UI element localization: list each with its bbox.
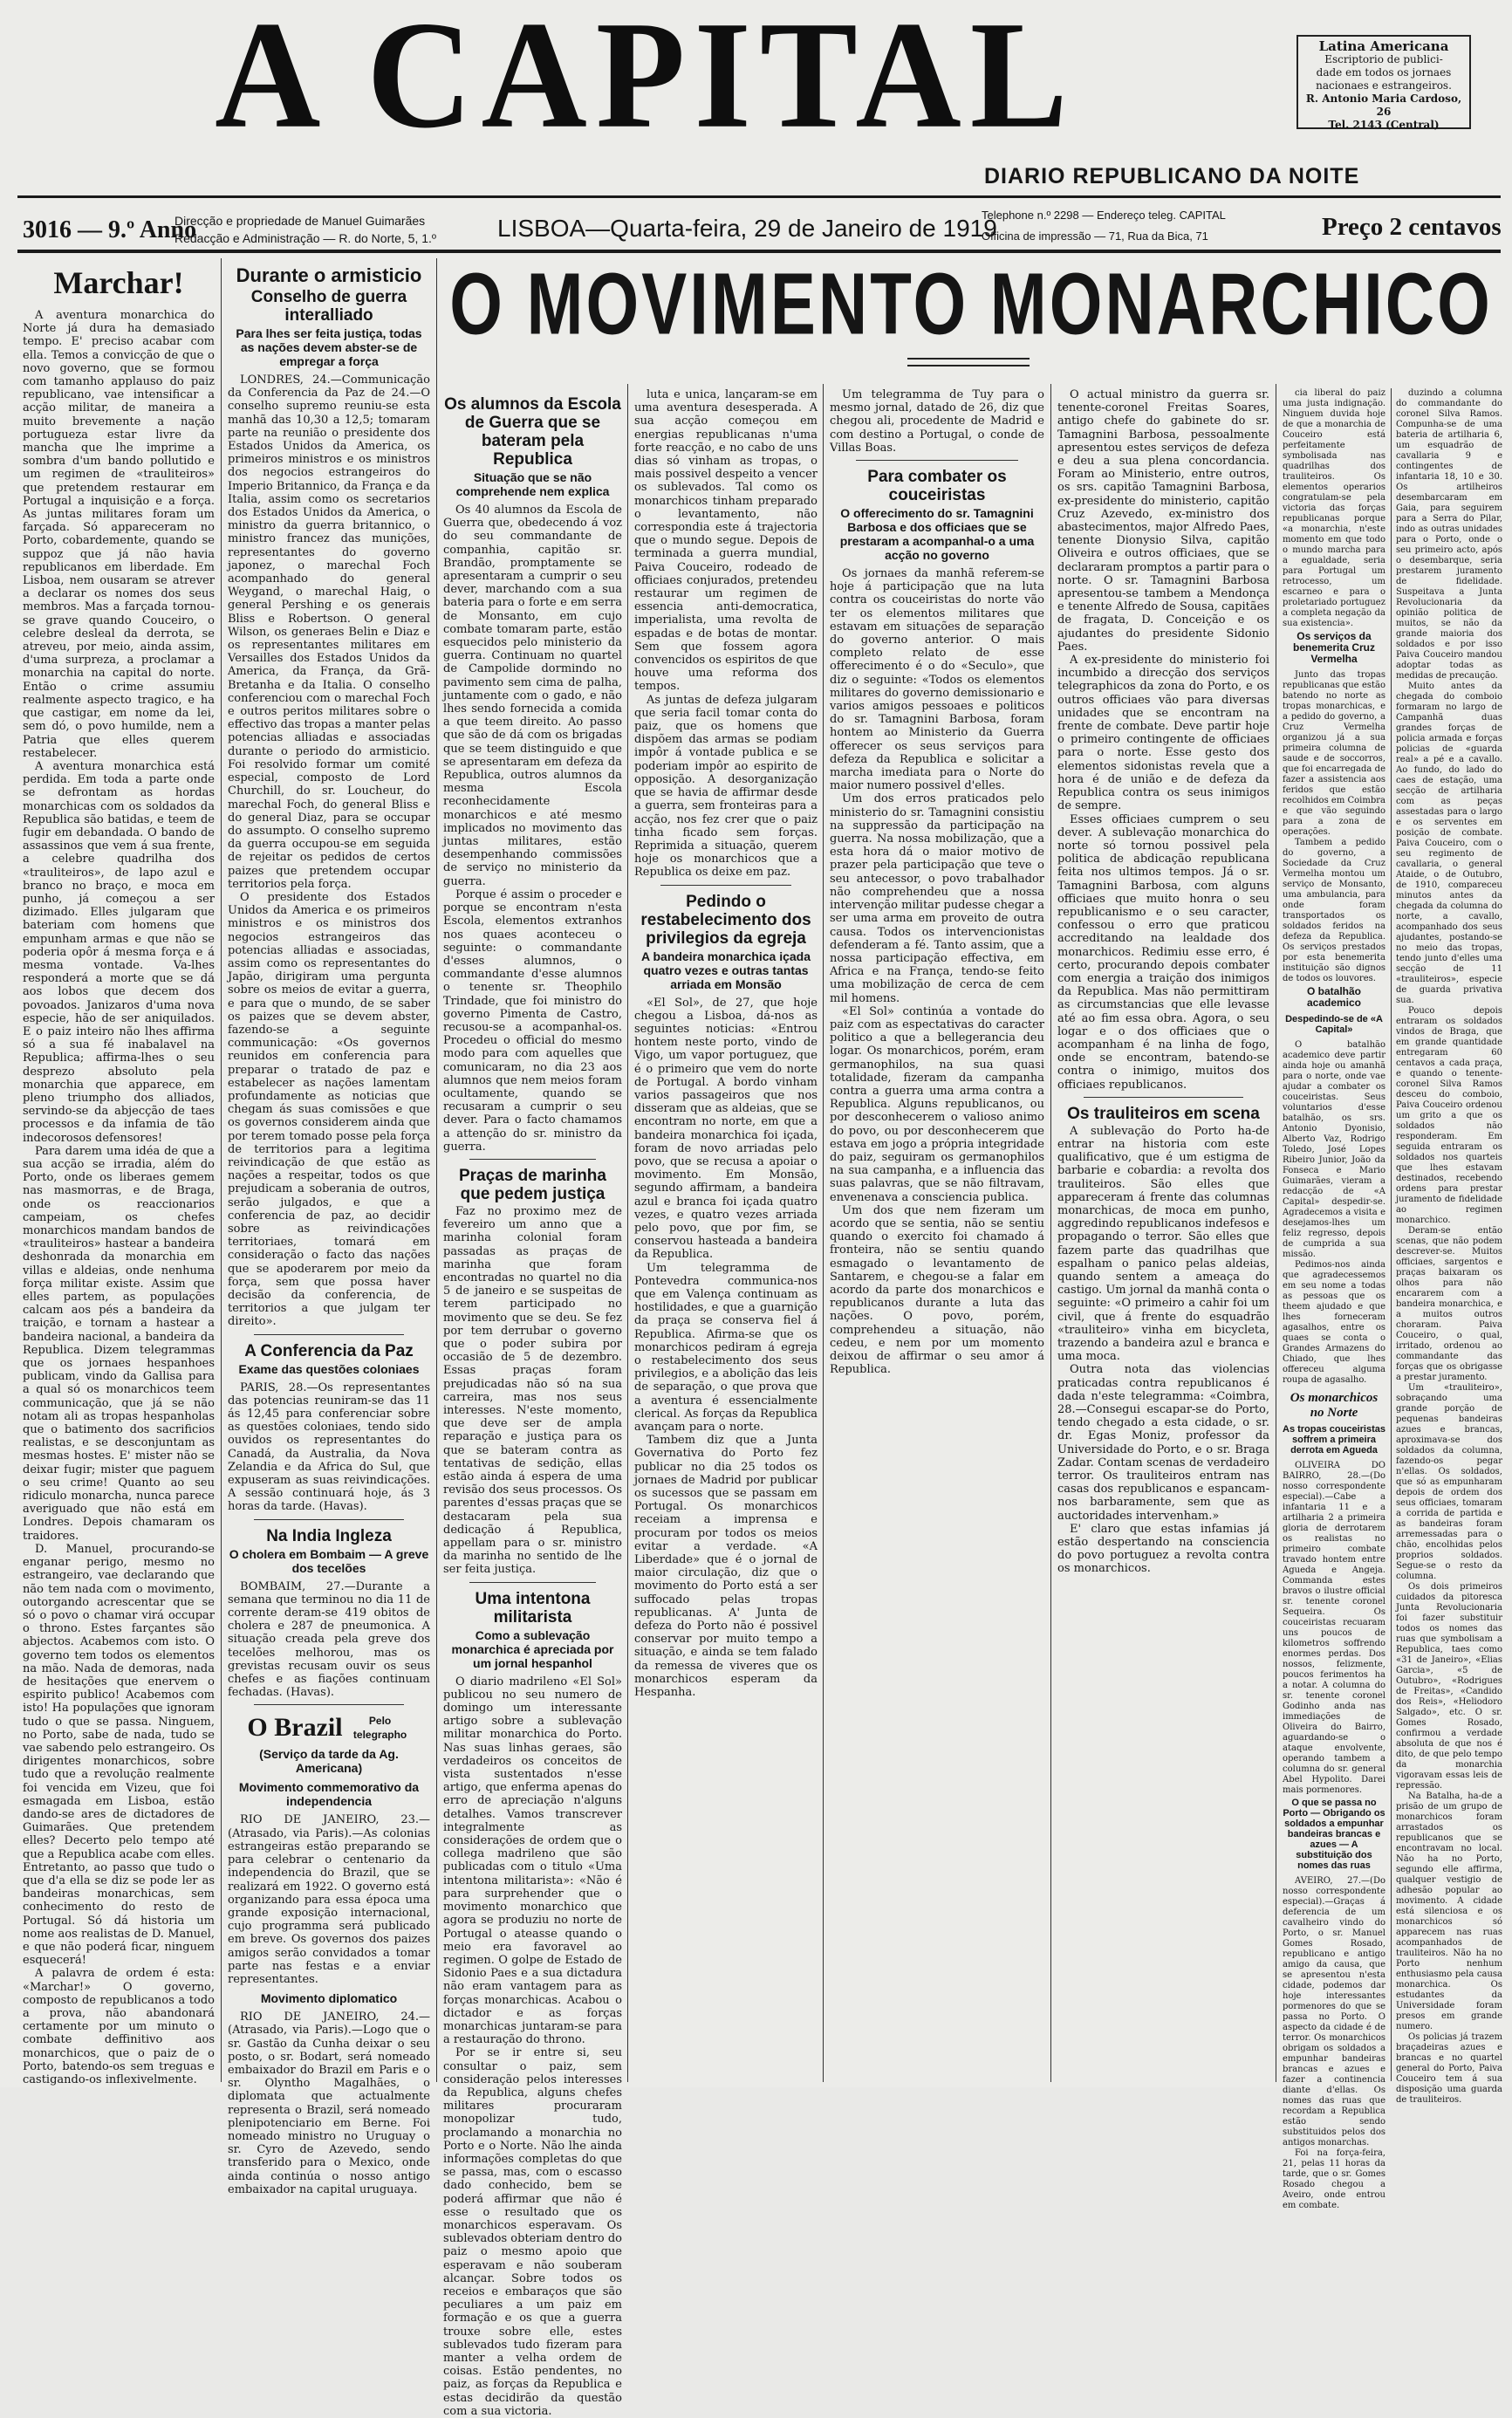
column-8	[1396, 388, 1502, 2105]
article-title: O Brazil	[247, 1713, 343, 1743]
separator	[469, 1582, 596, 1583]
article-subtitle: Movimento commemorativo da independencia	[238, 1780, 420, 1809]
column-rule	[221, 258, 222, 2082]
column-rule	[627, 384, 628, 2082]
article-text: O actual ministro da guerra sr. tenente-coronel Freitas Soares, antigo chefe do gabinete do sr. Tamagnini Barbosa, pessoalmente apresentou estes serviços de defeza e deu a sua plena concordancia. Foram ao Ministerio, entre outros, os srs. capitão Tamagnini Barbosa, ex-presidente do ministerio, capitão Cruz Azevedo, ex-ministro dos abastecimentos, major Alfredo Paes, tenente Dionysio Silva, capitão Oliveira e outros officiaes, que se declararam promptos a partir para o norte. O sr. Tamagnini Barbosa apresentou-se tambem a Mendonça e tenente Alfredo de Sousa, capitães de fragata, D. Conceição e os ajudantes do presidente Sidonio Paes.	[1057, 388, 1269, 654]
article-text: Um dos que nem fizeram um acordo que se sentia, não se sentiu quando o exercito foi chamado á fronteira, não se sentiu quando esmagado o levantamento de Santarem, e chegou-se a falar em acordo da parte dos monarchicos e republicanos durante a luta das nações. O povo, porém, comprehendeu a situação, não cedeu, e nem por um momento deixou de affirmar o seu amor á Republica.	[830, 1203, 1044, 1377]
article-text: OLIVEIRA DO BAIRRO, 28.—(Do nosso correspondente especial).—Cabe a infantaria 11 e a artilharia 2 a primeira gloria de derrotarem os realistas no primeiro combate travado hontem entre Agueda e Angeja. Commanda estes bravos o ilustre official sr. tenente coronel Sequeira. Os couceiristas recuaram uns poucos de kilometros soffrendo enormes perdas. Dos nossos, felizmente, poucos ferimentos ha a notar. A columna do sr. tenente coronel Godinho anda nas immediações de Oliveira do Bairro, aguardando-se o ataque envolvente, operando tambem a columna do sr. general Abel Hypolito. Darei mais pormenores.	[1283, 1461, 1385, 1795]
article-text: Outra nota das violencias praticadas contra republicanos é dada n'este telegramma: «Coimbra, 28.—Consegui escapar-se do Porto, tendo chegado a esta cidade, o sr. dr. Egas Moniz, professor da Universidade do Porto, e o sr. Braga Zadar. Contam scenas de verdadeiro terror. Os trauliteiros entram nas casas dos republicanos e espancam-nos barbaramente, sem que as auctoridades intervenham.»	[1057, 1363, 1269, 1523]
direction-line: Direcção e propriedade de Manuel Guimarães	[174, 214, 426, 228]
article-title: Os monarchicos no Norte	[1290, 1391, 1379, 1420]
article-subtitle: Exame das questões coloniaes	[238, 1361, 420, 1376]
separator	[469, 1159, 596, 1160]
ad-line: nacionaes e estrangeiros.	[1316, 79, 1452, 92]
telephone-line: Telephone n.º 2298 — Endereço teleg. CAPITAL	[982, 209, 1226, 222]
article-text: As juntas de defeza julgaram que seria facil tomar conta do paiz, que os homens que dispõem das armas se podiam impôr á vontade publica e se poderiam impôr ao espirito de opposição. A desorganização que se havia de affirmar desde a guerra, sem fronteiras para a acção, nos fez crer que o paiz tinha ficado sem forças. Reprimida a situação, querem hoje os monarchicos que a Republica os deixe em paz.	[634, 693, 818, 880]
ad-line: Tel. 2143 (Central)	[1328, 119, 1440, 131]
column-6	[1057, 388, 1269, 2081]
column-3	[443, 388, 622, 2418]
price: Preço 2 centavos	[1322, 213, 1502, 241]
separator	[1084, 1097, 1243, 1098]
article-text: luta e unica, lançaram-se em uma aventura desesperada. A sua acção começou em energias republicanas n'uma forte reacção, e no cabo de uns dias só vinham as tropas, o mais possivel despeito a vencer os sublevados. Tal como os monarchicos tinham preparado o levantamento, não correspondia este á trajectoria que o mundo segue. Depois de terminada a guerra mundial, Paiva Couceiro, rodeado de officiaes conjurados, pretendeu restaurar um regimen de essencia anti-democratica, imperialista, uma revolta de espadas e de botas de montar. Sem que fossem agora convencidos os espiritos de que houve uma reforma dos tempos.	[634, 388, 818, 694]
article-subtitle: As tropas couceiristas soffrem a primeira derrota em Agueda	[1283, 1424, 1385, 1456]
article-text: A palavra de ordem é esta: «Marchar!» O governo, composto de republicanos a todo a prova, não abandonará certamente por um minuto o combate deffinitivo aos monarchicos, que o paiz de o Porto, batendo-os sem treguas e castigando-os inflexivelmente.	[23, 1967, 215, 2087]
article-text: Tambem a pedido do governo, a Sociedade da Cruz Vermelha montou um serviço de Monsanto, uma ambulancia, para onde foram transportados os soldados feridos na defeza da Republica. Os serviços prestados por esta benemerita instituição são dignos de todos os louvores.	[1283, 838, 1385, 983]
column-5	[830, 388, 1044, 2081]
main-headline: O MOVIMENTO MONARCHICO	[449, 254, 1493, 353]
article-text: Os jornaes da manhã referem-se hoje á participação que na luta contra os couceiristas do norte vão ter os elementos militares que estavam em situações de separação do governo anterior. O mais completo relato de esse offerecimento é o do «Seculo», que diz o seguinte: «Todos os elementos militares do governo demissionario e varios amigos pessoaes e politicos do sr. Tamagnini Barbosa, foram hontem ao Ministerio da Guerra offerecer os seus serviços para defeza da Republica e solicitar a marcha imediata para o Norte do maior numero possivel d'elles.	[830, 567, 1044, 793]
article-text: PARIS, 28.—Os representantes das potencias reuniram-se das 11 ás 12,45 para conferenciar sobre as questões coloniaes, tendo sido ouvidos os representantes do Canadá, da Australia, da Nova Zelandia e da Africa do Sul, que expuseram as suas reivindicações. A sessão continuará hoje, ás 3 horas da tarde. (Havas).	[228, 1380, 430, 1514]
article-title: Os serviços da benemerita Cruz Vermelha	[1292, 630, 1376, 665]
article-text: «El Sol», de 27, que hoje chegou a Lisboa, dá-nos as seguintes noticias: «Entrou hontem neste porto, vindo de Vigo, um vapor portuguez, que é o primeiro que vem do norte de Portugal. A bordo vinham varios passageiros que nos disseram que as aldeias, que se encontram no norte, em que a bandeira monarchica foi içada, foram de novo arriadas pelo povo, que se recusa a apoiar o movimento. Em Monsão, segundo affirmam, a bandeira azul e branca foi içada quatro vezes, e quatro vezes arriada pelo povo, que por fim, se conservou hasteada a bandeira da Republica.	[634, 996, 818, 1262]
article-text: Um dos erros praticados pelo ministerio do sr. Tamagnini consistiu na suppressão da participação na guerra. Na nossa mobilização, que a esta hora dá o maior motivo de prazer pela participação que teve o seu antecessor, o povo trabalhador não comprehendeu que a nossa intervenção militar pudesse chegar a ser uma arma em proveito de outra causa. Todos os intervencionistas defenderam a fé. Tanto assim, que a nossa participação effectiva, em Africa e na França, tendo-se feito uma mobilização de cerca de cem mil homens.	[830, 792, 1044, 1005]
article-text: Na Batalha, ha-de a prisão de um grupo de monarchicos foram arrastados os republicanos que se encontravam no local. Não ha no Porto, segundo elle affirma, qualquer vestigio de adhesão popular ao movimento. A cidade está silenciosa e os monarchicos só apparecem nas ruas acompanhados de trauliteiros. Não ha no Porto nenhum enthusiasmo pela causa monarchica. Os estudantes da Universidade foram presos em grande numero.	[1396, 1791, 1502, 2031]
article-text: Deram-se então scenas, que não podem descrever-se. Muitos officiaes, sargentos e praças baixaram os olhos para não encararem com a bandeira monarchica, e a muitos outros choraram. Paiva Couceiro, o qual, irritado, ordenou ao commandante das forças que os obrigasse a prestar juramento.	[1396, 1226, 1502, 1382]
article-text: A aventura monarchica do Norte já dura ha demasiado tempo. E' preciso acabar com ella. Temos a convicção de que o novo governo, que se formou com tamanho applauso do paiz republicano, vae intensificar a acção militar, de maneira a muito brevemente a nação portugueza estar livre da mancha que lhe imprime a sombra d'um bando pollutido e um regimen de «trauliteiros» que pretendem restaurar em Portugal a inquisição e a força. As juntas militares foram um farçada. Só appareceram no Porto, cobardemente, quando se suppoz que já não havia republicanos em liberdade. Em Lisboa, nem ousaram se atrever a declarar os nomes dos seus membros. Mas a farçada tornou-se grave quando Couceiro, o celebre desleal da derrota, se atreveu, por meio, ainda assim, d'uma surpreza, a proclamar a monarchia na capital do norte. Então o crime assumiu realmente aspecto tragico, e ha que castigar, em nome da lei, sem dó, o povo humilde, nem a Patria que elles querem restabelecer.	[23, 309, 215, 760]
article-text: «El Sol» continúa a vontade do paiz com as espectativas do caracter politico a que a bellegerancia deu logar. Os monarchicos, porém, eram germanophilos, na sua quasi totalidade, fizeram da campanha contra a guerra uma arma contra a Republica. Alguns republicanos, ou por desconhecerem o valioso animo do povo, ou por desconhecerem que estava em jogo a própria integridade do paiz, seguiram os germanophilos na sua campanha, e a influencia das suas palavras, que se não filtravam, envenenava a consciencia publica.	[830, 1004, 1044, 1204]
article-subtitle: O cholera em Bombaim — A greve dos tecelões	[229, 1546, 429, 1575]
article-text: Faz no proximo mez de fevereiro um anno que a marinha colonial foram passadas as praças de marinha que foram encontradas no quartel no dia 5 de janeiro e se suspeitas de terem participado no movimento que se deu. Se fez por tem derrubar o governo que o poder subira por occasião de 5 de dezembro. Essas praças foram prejudicadas não só na sua carreira, mas nos seus interesses. N'este momento, que deve ser de ampla reparação e justiça para os que se bateram contra as tentativas de sedição, ellas estão ainda á espera de uma revisão dos seus processos. Os parentes d'essas praças que se destacaram pela sua dedicação á Republica, appellam para o sr. ministro da marinha no sentido de lhe ser feita justiça.	[443, 1204, 622, 1577]
article-text: E' claro que estas infamias já estão despertando na consciencia do povo portuguez a revolta contra os monarchicos.	[1057, 1522, 1269, 1576]
article-subtitle: Movimento diplomatico	[260, 1991, 398, 2006]
article-subtitle: (Serviço da tarde da Ag. Americana)	[259, 1747, 399, 1776]
article-text: Muito antes da chegada do comboio formaram no largo de Campanhã duas grandes forças de policia armada e forças policias de «guarda real» a pé e a cavallo. Ao fundo, do lado do caes de estação, uma secção de artilharia com as peças assestadas para o largo e os serventes em posição de combate. Paiva Couceiro, com o seu regimento de cavallaria, o general Ataide, o de Outubro, de 1910, compareceu minutos antes da chegada da columna do norte, a cavallo, acompanhado dos seus ajudantes, postando-se no meio das tropas, tendo junto d'elles uma secção de 11 «trauliteiros», especie de guarda privativa sua.	[1396, 682, 1502, 1005]
article-subtitle: O que se passa no Porto — Obrigando os soldados a empunhar bandeiras brancas e azues — A substituição dos nomes das ruas	[1283, 1798, 1385, 1871]
ad-line: dade em todos os jornaes	[1316, 66, 1452, 79]
divider	[17, 195, 1501, 198]
separator	[254, 1704, 404, 1705]
masthead-title: A CAPITAL	[215, 0, 1077, 161]
ad-line: R. Antonio Maria Cardoso, 26	[1305, 92, 1462, 118]
article-text: duzindo a columna do commandante do coronel Silva Ramos. Compunha-se de uma bateria de artilharia 6, um esquadrão de cavallaria 9 e contingentes de infantaria 18, 10 e 30. Os artilheiros desembarcaram em Gaia, para seguirem para a Serra do Pilar, indo as outras unidades para o Porto, onde o seu primeiro acto, após o desembarque, seria prestarem juramento de fidelidade. Suspeitava a Junta Revolucionaria da opinião politica de muitos, se não da grande maioria dos soldados e por isso Paiva Couceiro mandou adoptar todas as medidas de precaução.	[1396, 388, 1502, 681]
direction-info	[174, 212, 436, 247]
article-subtitle: O offerecimento do sr. Tamagnini Barbosa e dos officiaes que se prestaram a acompanhal-o a uma acção no governo	[839, 506, 1035, 563]
separator	[856, 460, 1018, 461]
article-text: Um telegramma de Pontevedra communica-nos que em Valença continuam as hostilidades, e que a guarnição da praça se conserva fiel á Republica. Afirma-se que os monarchicos pediram á egreja o restabelecimento dos seus privilegios, e a abolição das leis de separação, o que prova que a aventura é essencialmente clerical. As forças da Republica avançam para o norte.	[634, 1261, 818, 1435]
article-title: Na India Ingleza	[266, 1526, 392, 1545]
separator	[254, 1334, 404, 1335]
article-text: Junto das tropas republicanas que estão batendo no norte as tropas monarchicas, e a pedido do governo, a Cruz Vermelha organizou já a sua primeira columna de saude e de soccorros, que foi encarregada de fazer a assistencia aos feridos que estão recolhidos em Coimbra e que vão seguindo para a zona de operações.	[1283, 670, 1385, 837]
article-subtitle: Despedindo-se de «A Capital»	[1285, 1014, 1383, 1035]
ad-line: Escriptorio de publici-	[1324, 53, 1443, 65]
article-title: Marchar!	[53, 265, 184, 300]
ornament	[907, 358, 1030, 366]
article-text: D. Manuel, procurando-se enganar perigo, mesmo no estrangeiro, vae declarando que não tem nada com o movimento, outorgando acrescentar que se só o povo o chamar virá occupar o throno. Estes farçantes são abjectos. Acabemos com isto. O governo tem todos os elementos na mão. Nada de demoras, nada de hesitações que enervem o espirito publico! Acabemos com isto! Ha populações que ignoram tudo o que se passa. Ninguem, no Porto, sabe de nada, tudo se vae sabendo pelo estrangeiro. Os dirigentes monarchicos, sobre tudo que a revolução realmente foi vencida em Vizeu, que foi esmagada em Lisboa, estão dando-se ares de dictadores de Guimarães. Que pretendem elles? Decerto pelo tempo até que a Republica acabe com elles. Entretanto, ao passo que tudo o que d'a ella se diz se pode ler as bandeiras monarchicas, sem conhecimento do resto de Portugal. Só dá historia um nome aos realistas de D. Manuel, e que não poderá ficar, ninguem esquecerá!	[23, 1542, 215, 1968]
printing-line: Officina de impressão — 71, Rua da Bica, 71	[982, 229, 1208, 243]
article-title: Praças de marinha que pedem justiça	[459, 1166, 606, 1203]
article-title: O batalhão academico	[1306, 985, 1362, 1009]
column-1	[23, 262, 215, 2087]
article-title: Para combater os couceiristas	[867, 468, 1007, 505]
article-text: A ex-presidente do ministerio foi incumbido a direcção dos serviços telegraphicos da zona do Porto, e os outros officiaes vão para diversas unidades que se encontram na frente de combate. Deve partir hoje o primeiro contingente de officiaes para o norte. Esse gesto dos elementos sidonistas revela que a hora é de união e de defeza da Republica contra os seus inimigos de sempre.	[1057, 654, 1269, 813]
article-text: RIO DE JANEIRO, 23.—(Atrasado, via Paris).—As colonias estrangeiras estão preparando se para celebrar o centenario da independencia do Brazil, que se realizará em 1922. O governo está organizando para essa época uma grande exposição internacional, cujo programma será publicado em breve. Os governos dos paizes amigos serão convidados a tomar parte nas festas e a enviar representantes.	[228, 1813, 430, 1986]
masthead-subtitle: DIARIO REPUBLICANO DA NOITE	[984, 164, 1360, 188]
article-text: Os 40 alumnos da Escola de Guerra que, obedecendo á voz do seu commandante de companhia, capitão sr. Brandão, promptamente se apresentaram a cumprir o seu dever, marchando com a sua bateria para o forte e em serra de Monsanto, em cujo combate tomaram parte, estão esquecidos pelo ministerio da guerra. Continuam no quartel de Campolide dormindo no pavimento sem cima de palha, juntamente com o gado, e não lhes sendo fornecida a comida a que teem direito. Ao passo que são de dá com os brigadas que se teem distinguido e que se apresentaram em defeza da Republica, outros alumnos da mesma Escola reconhecidamente monarchicos e até mesmo implicados no movimento das juntas militares, estão desempenhando commissões de serviço no ministerio da guerra.	[443, 503, 622, 888]
advertisement-box	[1296, 35, 1471, 129]
article-lead: Para lhes ser feita justiça, todas as nações devem abster-se de empregar a força	[236, 326, 422, 368]
article-text: O diario madrileno «El Sol» publicou no seu numero de domingo um interessante artigo sobre a sublevação militar monarchica do Porto. Nas suas linhas geraes, são verdadeiros os conceitos de vista sustentados n'esse artigo, que enferma apenas do erro de apreciação n'alguns detalhes. Vamos transcrever integralmente as considerações de ordem que o collega madrileno que são publicadas com o titulo «Uma intentona militarista»: «Não é para surprehender que o movimento monarchico que agora se produziu no norte de Portugal o ateasse quando o meio era favoravel ao regimen. O golpe de Estado de Sidonio Paes e a sua dictadura não eram vantagem para as forças monarchicas. Acabou o dictador e as forças monarchicas juntaram-se para a restauração do throno.	[443, 1675, 622, 2047]
brazil-header	[228, 1710, 430, 1745]
separator	[660, 885, 791, 886]
article-subtitle: Situação que se não comprehende nem explica	[455, 470, 610, 498]
article-text: Por se ir entre si, seu consultar o paiz, sem consideração pelos interesses da Republica, alguns chefes militares procuraram monopolizar tudo, proclamando a monarchia no Porto e o Norte. Não lhe ainda informações completas do que se passa, mas, com o escasso dado conhecido, bem se poderá affirmar que não é esse o resultado que os monarchicos esperavam. Os sublevados obteriam dentro do paiz o mesmo apoio que esperavam e não souberam alcançar. Sobre todos os receios e embaraços que são peculiares a um paiz em formação e os que a guerra trouxe sobre elle, estes sublevados tudo fizeram para manter a velha ordem de coisas. Estão pendentes, no paiz, as forças da Republica e estas decidirão da questão com a sua victoria.	[443, 2046, 622, 2418]
article-text: O batalhão academico deve partir ainda hoje ou amanhã para o norte, onde vae ajudar a combater os couceiristas. Seus voluntarios d'esse batalhão, os srs. Antonio Dyonisio, Alberto Vaz, Rodrigo Toledo, José Lopes Ribeiro Junior, João da Fonseca e Mario Guimarães, vieram a redacção de «A Capital» despedir-se. Agradecemos a visita e desejamos-lhes um feliz regresso, depois de cumprida a sua missão.	[1283, 1040, 1385, 1259]
article-text: Porque é assim o proceder e porque se encontram n'esta Escola, elementos extranhos nos quaes aconteceu o seguinte: o commandante d'esses alumnos, o commandante d'esse alumnos o tenente sr. Theophilo Trindade, que foi ministro do governo Pimenta de Castro, recusou-se a acompanhal-os. Procedeu o official do mesmo modo para com aquelles que comunicaram, no dia 23 aos alumnos que nem meios foram ocultamente, quando se recusaram a cumprir o seu dever. Para o facto chamamos a attenção do sr. ministro da guerra.	[443, 887, 622, 1154]
article-text: BOMBAIM, 27.—Durante a semana que terminou no dia 11 de corrente deram-se 419 obitos de cholera e 287 de pneumonica. A situação creada pela greve dos tecelões melhorou, mas os grevistas recusam ouvir os seus chefes e as fiações continuam fechadas. (Havas).	[228, 1579, 430, 1700]
article-title: Pedindo o restabelecimento dos privilegios da egreja	[640, 892, 811, 948]
article-title: Os trauliteiros em scena	[1067, 1104, 1260, 1123]
column-rule	[436, 258, 437, 2082]
dateline: LISBOA—Quarta-feira, 29 de Janeiro de 1919	[497, 215, 997, 242]
telephone-info	[982, 205, 1226, 247]
article-text: Pedimos-nos ainda que agradecessemos em seu nome a todas as pessoas que os theem ajudado e que lhes forneceram agasalhos, entre os quaes se conta o Grandes Armazens do Chiado, que lhes offereceu alguma roupa de agasalho.	[1283, 1260, 1385, 1385]
article-text: Os dois primeiros cuidados da pitoresca Junta Revolucionaria foi fazer substituir todos os nomes das ruas que symbolisam a Republica, taes como «31 de Janeiro», «Elias Garcia», «5 de Outubro», «Rodrigues de Freitas», «Candido dos Reis», «Heliodoro Salgado», etc. O sr. Gomes Rosado, confirmou a verdade absoluta de que nos é dito, de que pelo tempo da monarchia vigoravam essas leis de repressão.	[1396, 1582, 1502, 1791]
article-subtitle: A bandeira monarchica içada quatro vezes e outras tantas arriada em Monsão	[641, 949, 811, 991]
separator	[254, 1519, 404, 1520]
article-title: Uma intentona militarista	[475, 1589, 591, 1627]
article-text: Foi na força-feira, 21, pelas 11 horas da tarde, que o sr. Gomes Rosado chegou a Aveiro, onde entrou em combate.	[1283, 2148, 1385, 2210]
article-text: O presidente dos Estados Unidos da America e os primeiros ministros e os ministros dos negocios estrangeiros das potencias alliadas e associadas, assim como os representantes do Japão, dirigiram uma pergunta sobre os meios de evitar a guerra, e para que o mundo, de se saber os paizes que se devem abster, fazendo-se a seguinte communicação: «Os governos reunidos em conferencia para preparar o tratado de paz e estabelecer as nações lamentam profundamente as noticias que chegam ás suas comissões e que os governos considerem ainda que por terem tomado posse pela força de territorios para a legitima reivindicação de que estão as nações a respeitar, todos os que prejudicam a soberania de outros, serão julgados, e que a conferencia de paz, ao decidir sobre as reivindicações territoriaes, tomará em consideração o facto das nações que se apoderarem por meio da força, sem que possa haver decisão da conferencia, de territorios a que julgam ter direito».	[228, 890, 430, 1329]
divider	[17, 250, 1501, 253]
article-text: Um telegramma de Tuy para o mesmo jornal, datado de 26, diz que chegou ali, procedente de Madrid e com destino a Portugal, o conde de Villas Boas.	[830, 388, 1044, 455]
article-subtitle: Conselho de guerra interalliado	[250, 288, 407, 325]
article-text: Pouco depois entraram os soldados vindos de Braga, que em grande quantidade entregaram 60 centavos a cada praça, e quando o tenente-coronel Silva Ramos desceu do comboio, Paiva Couceiro ordenou um grito a que os soldados não responderam. Em seguida entraram os soldados nos quarteis que lhes estavam destinados, recebendo ordens para prestar juramento de fidelidade ao regimen monarchico.	[1396, 1006, 1502, 1225]
issue-number: 3016 — 9.º Anno	[23, 216, 197, 243]
article-title: A Conferencia da Paz	[244, 1341, 414, 1360]
article-text: cia liberal do paiz uma justa indignação. Ninguem duvida hoje de que a monarchia de Couceiro está perfeitamente symbolisada nas quadrilhas dos trauliteiros. Os elementos operarios congratulam-se pela victoria das forças republicanas porque «a monarchia, n'este momento em que todo o mundo marcha para a egualdade, seria para Portugal um retrocesso, um escarneo e para o proletariado portuguez a completa negação da sua existencia».	[1283, 388, 1385, 628]
article-side-label: Pelo telegrapho	[352, 1715, 407, 1742]
column-4	[634, 388, 818, 2081]
article-text: AVEIRO, 27.—(Do nosso correspondente especial).—Graças á deferencia de um cavalheiro vindo do Porto, o sr. Manuel Gomes Rosado, republicano e antigo amigo da causa, que se apresentou n'esta cidade, podemos dar hoje interessantes pormenores do que se passa no Porto. O aspecto da cidade é de terror. Os monarchicos obrigam os soldados a empunhar bandeiras brancas e azues e fazer a continencia diante d'ellas. Os nomes das ruas que recordam a Republica estão sendo substituidos pelos dos antigos monarchas.	[1283, 1876, 1385, 2147]
article-text: A sublevação do Porto ha-de entrar na historia com este qualificativo, que é um estigma de barbarie e cobardia: a revolta dos trauliteiros. São elles que appareceram á frente das columnas monarchicas, de moca em punho, aggredindo republicanos indefesos e propagando o terror. São elles que fazem parte das quadrilhas que espalham o panico pelas aldeias, quando sentem a ameaça do castigo. Um jornal da manhã conta o seguinte: «O primeiro a cahir foi um civil, que á frente do esquadrão «trauliteiro» vinha em bicycleta, trazendo a bandeira azul e branca e uma moca.	[1057, 1124, 1269, 1364]
article-text: A aventura monarchica está perdida. Em toda a parte onde se defrontam as hordas monarchicas com os soldados da Republica são batidas, e teem de fugir em debandada. O bando de assassinos que vem á sua frente, a celebre quadrilha dos «trauliteiros», de lapo azul e branco no braço, e moca em punho, já começou a ser dizimado. Elles julgaram que bateriam com homens que empunham armas e que não se poderia opôr á mesma força e á mesma vontade. Va-lhes responderá a morte que se dá aos lobos que decem dos povoados. Janizaros d'uma nova especie, hão de ser aniquilados. E o paiz inteiro não lhes affirma só a sua fé inabalavel na Republica; affirma-lhes o seu desprezo absoluto pela monarchia que apparece, em pleno triumpho dos alliados, servindo-se da abjecção de taes processos e da infamia de tão indecorosos defensores!	[23, 759, 215, 1145]
article-subtitle: Como a sublevação monarchica é apreciada por um jornal hespanhol	[451, 1627, 614, 1670]
article-text: LONDRES, 24.—Communicação da Conferencia da Paz de 24.—O conselho supremo reuniu-se esta manhã das 10,30 a 12,5; tomaram parte na reunião o presidente dos Estados Unidos da America, os primeiros ministros e os ministros dos negocios estrangeiros do Imperio Britannico, da França e da Italia, assim como os secretarios dos Estados Unidos da America, o ministro da guerra britannico, o ministro francez das munições, representantes do governo japonez, o marechal Foch acompanhado do general Weygand, o marechal Haig, o general Pershing e os generais Bliss e Robertson. O general Wilson, os generaes Belin e Diaz e os representantes militares em Versailles dos Estados Unidos da America, da França, da Grã-Bretanha e da Italia. O conselho conferenciou com o marechal Foch e outros peritos militares sobre o effectivo das tropas a manter pelas potencias alliadas e associadas durante o periodo do armisticio. Foi resolvido formar um comité especial, composto de Lord Churchill, do sr. Loucheur, do marechal Foch, do general Bliss e do general Diaz, para se occupar do assumpto. O conselho supremo da guerra occupou-se em seguida de rejeitar os pedidos de certos paizes que pretendem occupar territorios pela força.	[228, 373, 430, 891]
article-text: Para darem uma idéa de que a sua acção se irradia, além do Porto, onde os liberaes gemem nas masmorras, e de Braga, onde os reaccionarios campeiam, os chefes monarchicos mandam bandos de «trauliteiros» hastear a bandeira deshonrada da monarchia em villas e aldeias, onde nenhuma força militar existe. Assim que elles partem, as populações calcam aos pés a bandeira da traição, e tornam a hastear a bandeira nacional, a bandeira da Republica. Dizem telegrammas que os jornaes hespanhoes publicam, vindo da Gallisa para a qual só os monarchicos teem communicação, que já se não notam ali as tropas hespanholas que o batimento dos sacrificios realistas, e se desconjuntam as mesmas hostes. E' mister não se deixar fugir; mister que paguem o seu crime! Quanto ao seu ridiculo monarcha, nunca parece averiguado que não está em Londres. Depois chamaram os traidores.	[23, 1144, 215, 1543]
article-title: Durante o armisticio	[236, 264, 422, 286]
ad-line: Latina Americana	[1318, 38, 1449, 54]
column-7	[1283, 388, 1385, 2210]
article-text: RIO DE JANEIRO, 24.—(Atrasado, via Paris).—Logo que o sr. Gastão da Cunha deixar o seu posto, o sr. Bodart, será nomeado embaixador do Brazil em Paris e o sr. Olyntho Magalhães, o diplomata que actualmente representa o Brazil, será nomeado plenipotenciario em Berne. Foi nomeado ministro no Uruguay o sr. Cyro de Azevedo, sendo transferido para o Mexico, onde ainda continúa o nosso antigo embaixador na capital uruguaya.	[228, 2010, 430, 2196]
column-rule	[823, 384, 824, 2082]
redaction-line: Redacção e Administração — R. do Norte, 5, 1.º	[174, 231, 437, 245]
column-rule	[1050, 384, 1051, 2082]
article-text: Os policias já trazem braçadeiras azues e brancas e no quartel general do Porto, Paiva Couceiro tem á sua disposição uma guarda de trauliteiros.	[1396, 2032, 1502, 2105]
column-rule	[1391, 388, 1392, 2081]
article-text: Tambem diz que a Junta Governativa do Porto fez publicar no dia 25 todos os jornaes de Madrid por publicar os sucessos que se passam em Portugal. Os monarchicos receiam a imprensa e procuram por todos os meios evitar a verdade. «A Liberdade» que é o jornal de maior circulação, diz que o movimento do Porto está a ser suffocado pelas tropas republicanas. A' Junta de defeza do Porto não é possivel conservar por muito tempo a situação, e ainda se tem falado da remessa de viveres que os monarchicos esperam da Hespanha.	[634, 1434, 818, 1700]
column-2	[228, 262, 430, 2196]
article-text: Esses officiaes cumprem o seu dever. A sublevação monarchica do norte só tornou possivel pela politica de abdicação republicana feita nos ultimos tempos. Já o sr. Tamagnini Barbosa, com alguns officiaes que muito honra o seu republicanismo e o seu caracter, confessou o erro que praticou accreditando na lealdade dos monarchicos. Redimiu esse erro, é certo, procurando depois combater com energia a traição dos inimigos da Republica. Mas não permittiram as circumstancias que elle levasse até ao fim essa obra. Agora, o seu logar e o dos officiaes que o acompanham é na linha de fogo, onde se encontram, batendo-se contra o inimigo, muitos dos officiaes republicanos.	[1057, 812, 1269, 1092]
article-text: Um «trauliteiro», sobraçando uma grande porção de pequenas bandeiras azues e brancas, aproximava-se dos soldados da columna, fazendo-os pegar n'ellas. Os soldados, que só as empunharam depois de ordem dos seus officiaes, tomaram a corrida de partida e as bandeiras foram arremessadas para o chão, encolhidas pelos proprios soldados. Segue-se o resto da columna.	[1396, 1383, 1502, 1581]
article-title: Os alumnos da Escola de Guerra que se bateram pela Republica	[444, 395, 621, 469]
